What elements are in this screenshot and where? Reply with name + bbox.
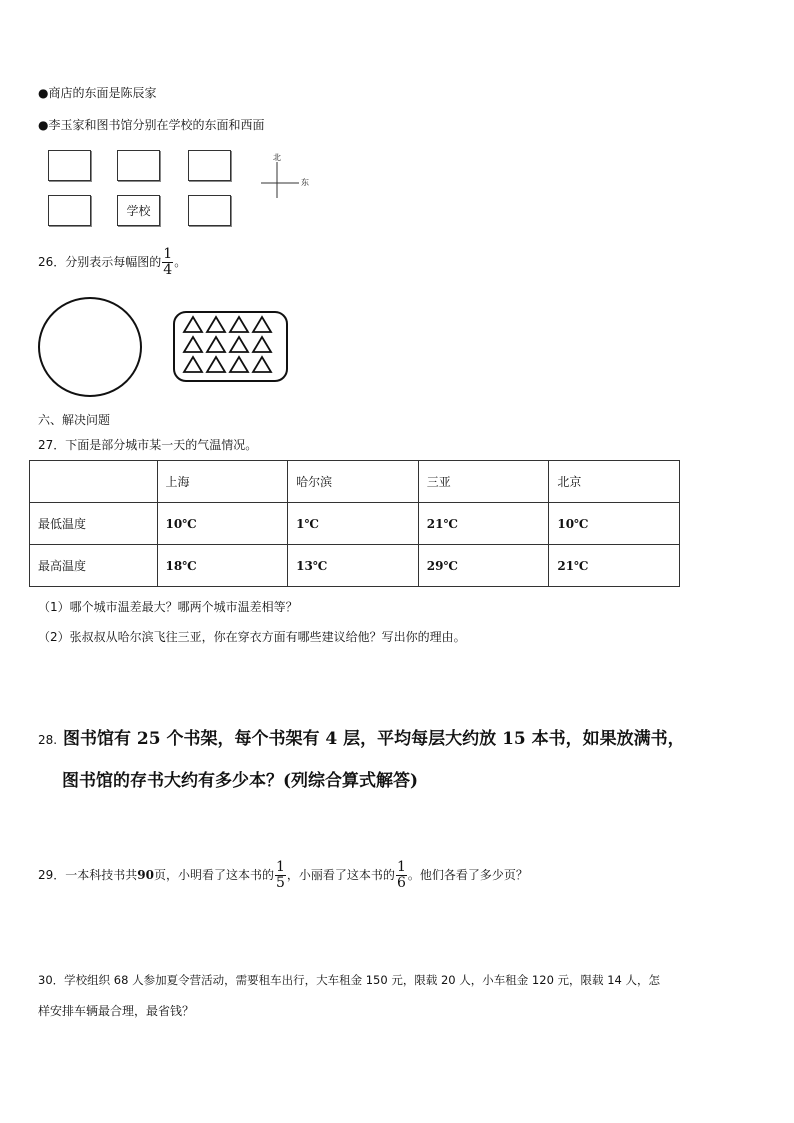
q29-frac2-den: 6 bbox=[396, 875, 406, 891]
q29-suffix: 。他们各看了多少页？ bbox=[407, 868, 528, 882]
compass-east-label: 东 bbox=[301, 178, 309, 187]
map-box-school bbox=[117, 195, 160, 226]
table-cell: 29℃ bbox=[418, 545, 549, 587]
temperature-table bbox=[29, 460, 680, 587]
map-box-top-middle bbox=[117, 150, 160, 181]
row-label: 最低温度 bbox=[30, 503, 158, 545]
q26-suffix: 。 bbox=[174, 255, 187, 269]
q29-text-3: ，小丽看了这本书的 bbox=[286, 868, 395, 882]
map-box-bottom-right bbox=[188, 195, 231, 226]
table-header-cell: 上海 bbox=[157, 461, 288, 503]
table-header-cell: 北京 bbox=[549, 461, 680, 503]
map-box-bottom-left bbox=[48, 195, 91, 226]
circle-figure bbox=[37, 296, 143, 398]
row-label: 最高温度 bbox=[30, 545, 158, 587]
map-box-top-left bbox=[48, 150, 91, 181]
table-cell: 10℃ bbox=[549, 503, 680, 545]
table-cell: 1℃ bbox=[288, 503, 419, 545]
question-29 bbox=[38, 860, 528, 891]
table-cell: 10℃ bbox=[157, 503, 288, 545]
question-30-line-1: 30．学校组织 68 人参加夏令营活动，需要租车出行，大车租金 150 元，限载 20 人，小车租金 120 元，限载 14 人，怎 bbox=[38, 973, 660, 987]
school-label: 学校 bbox=[126, 204, 151, 218]
q26-text: 26．分别表示每幅图的 bbox=[38, 255, 162, 269]
table-header-cell: 哈尔滨 bbox=[288, 461, 419, 503]
question-27-title: 27．下面是部分城市某一天的气温情况。 bbox=[38, 438, 258, 452]
q29-text-2: 页，小明看了这本书的 bbox=[153, 868, 274, 882]
q29-fraction-1 bbox=[275, 860, 286, 891]
statement-chen-home: ●商店的东面是陈辰家 bbox=[38, 86, 157, 100]
question-27-sub-2: （2）张叔叔从哈尔滨飞往三亚，你在穿衣方面有哪些建议给他？写出你的理由。 bbox=[38, 630, 466, 644]
table-row bbox=[30, 545, 680, 587]
table-row bbox=[30, 503, 680, 545]
question-28-line-1 bbox=[38, 724, 685, 749]
q29-frac2-num: 1 bbox=[396, 859, 406, 875]
table-header-row bbox=[30, 461, 680, 503]
question-28-line-2: 图书馆的存书大约有多少本？(列综合算式解答) bbox=[62, 771, 419, 791]
q29-total-pages: 90 bbox=[137, 868, 154, 882]
question-26 bbox=[38, 247, 186, 278]
statement-li-library: ●李玉家和图书馆分别在学校的东面和西面 bbox=[38, 118, 265, 132]
q29-text: 29．一本科技书共 bbox=[38, 868, 138, 882]
compass-north-label: 北 bbox=[273, 153, 281, 162]
q26-frac-den: 4 bbox=[163, 262, 173, 278]
section-6-heading: 六、解决问题 bbox=[38, 413, 111, 427]
map-box-top-right bbox=[188, 150, 231, 181]
q29-fraction-2 bbox=[396, 860, 407, 891]
question-28-number: 28. bbox=[38, 733, 58, 747]
table-cell: 13℃ bbox=[288, 545, 419, 587]
q26-frac-num: 1 bbox=[163, 246, 173, 262]
q29-frac1-den: 5 bbox=[276, 875, 285, 891]
table-header-cell: 三亚 bbox=[418, 461, 549, 503]
triangles-figure bbox=[172, 310, 290, 384]
table-cell: 18℃ bbox=[157, 545, 288, 587]
table-header-cell bbox=[30, 461, 158, 503]
question-27-sub-1: （1）哪个城市温差最大？哪两个城市温差相等？ bbox=[38, 600, 298, 614]
question-30-line-2: 样安排车辆最合理，最省钱？ bbox=[38, 1004, 195, 1018]
compass-icon bbox=[257, 152, 317, 202]
table-cell: 21℃ bbox=[549, 545, 680, 587]
question-28-text-1: 图书馆有 25 个书架，每个书架有 4 层，平均每层大约放 15 本书，如果放满书， bbox=[63, 729, 685, 749]
q26-fraction bbox=[162, 247, 173, 278]
table-cell: 21℃ bbox=[418, 503, 549, 545]
q29-frac1-num: 1 bbox=[276, 859, 285, 875]
